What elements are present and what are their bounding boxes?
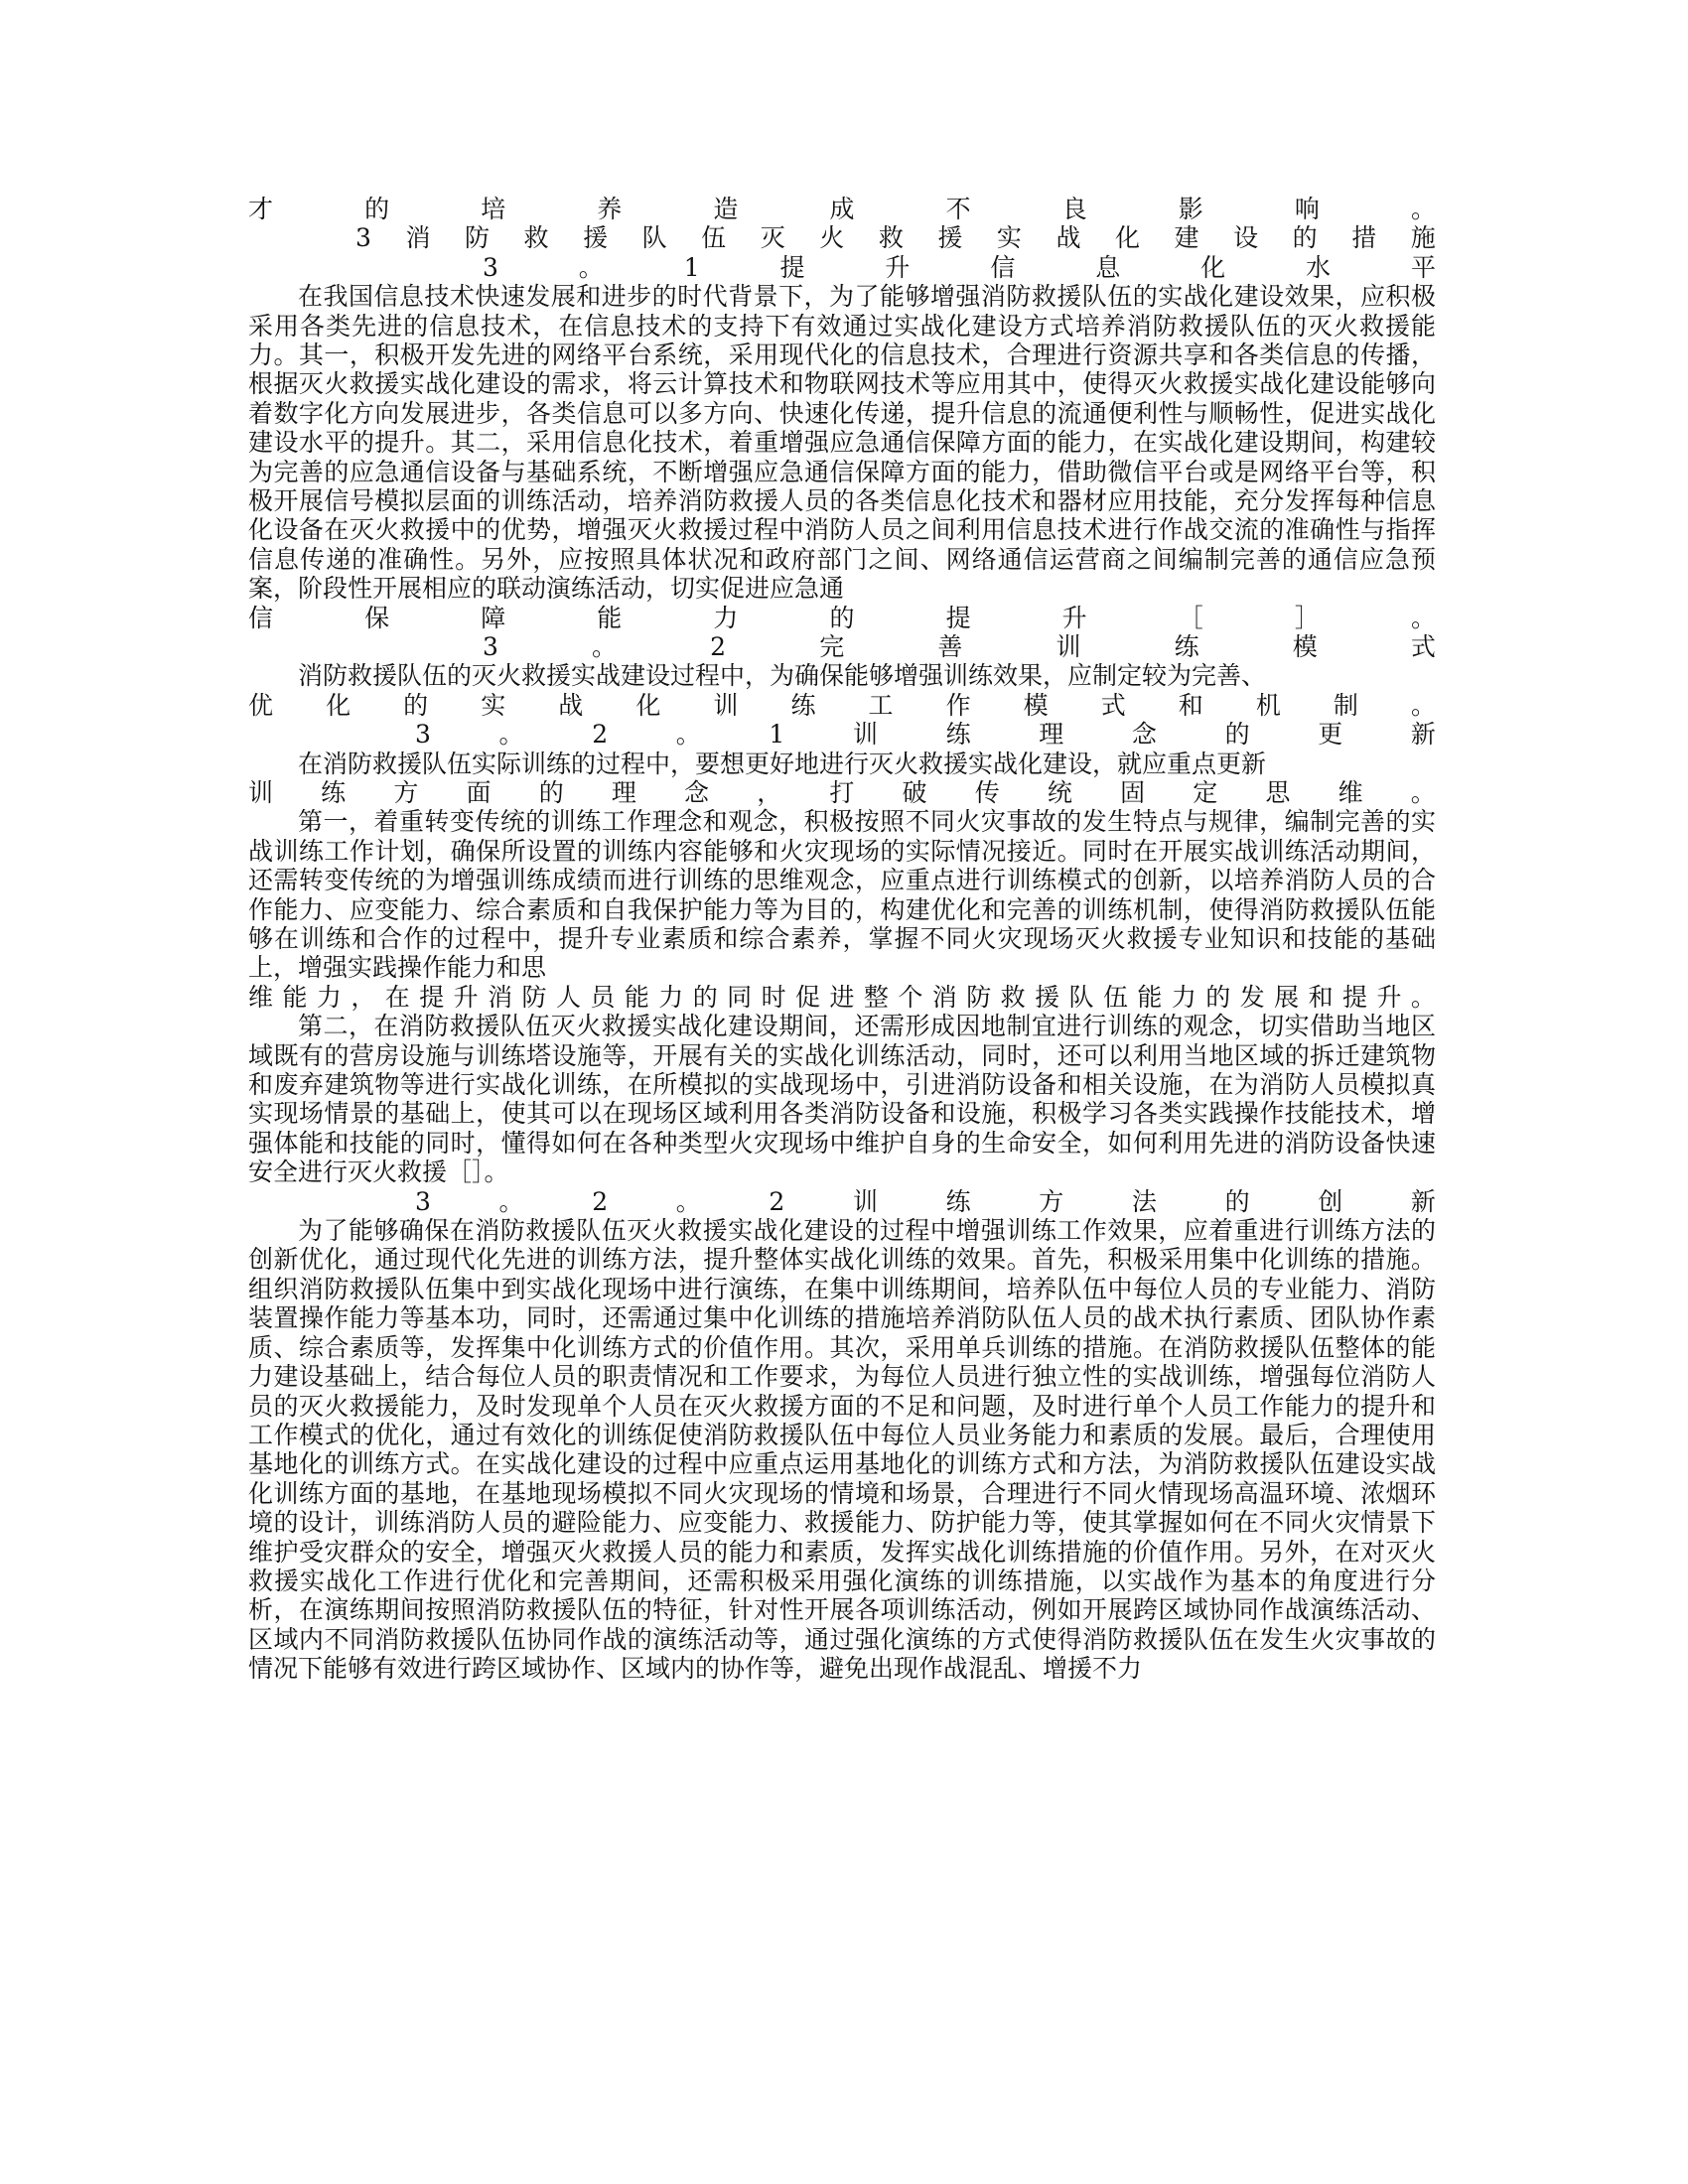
subsection-heading: 3 。 1 提 升 信 息 化 水 平 [483,252,1436,282]
paragraph-tail: 训 练 方 面 的 理 念 ， 打 破 传 统 固 定 思 维 。 [248,778,1436,808]
paragraph: 第一，着重转变传统的训练工作理念和观念，积极按照不同火灾事故的发生特点与规律，编制完善的实战训练工作计划，确保所设置的训练内容能够和火灾现场的实际情况接近。同时在开展实战训练活动期间，还需转变传统的为增强训练成绩而进行训练的思维观念，应重点进行训练模式的创新，以培养消防人员的合作能力、应变能力、综合素质和自我保护能力等为目的，构建优化和完善的训练机制，使得消防救援队伍能够在训练和合作的过程中，提升专业素质和综合素养，掌握不同火灾现场灭火救援专业知识和技能的基础上，增强实践操作能力和思 [248,807,1436,983]
paragraph: 第二，在消防救援队伍灭火救援实战化建设期间，还需形成因地制宜进行训练的观念，切实借助当地区域既有的营房设施与训练塔设施等，开展有关的实战化训练活动，同时，还可以利用当地区域的拆迁建筑物和废弃建筑物等进行实战化训练，在所模拟的实战现场中，引进消防设备和相关设施，在为消防人员模拟真实现场情景的基础上，使其可以在现场区域利用各类消防设备和设施，积极学习各类实践操作技能技术，增强体能和技能的同时，懂得如何在各种类型火灾现场中维护自身的生命安全，如何利用先进的消防设备快速安全进行灭火救援［］。 [248,1012,1436,1187]
paragraph: 在消防救援队伍实际训练的过程中，要想更好地进行灭火救援实战化建设，就应重点更新 [298,749,1267,778]
subsubsection-heading: 3 。 2 。 1 训 练 理 念 的 更 新 [415,720,1436,750]
paragraph-tail: 才 的 培 养 造 成 不 良 影 响 。 [248,195,1436,223]
paragraph: 为了能够确保在消防救援队伍灭火救援实战化建设的过程中增强训练工作效果，应着重进行训练方法的创新优化，通过现代化先进的训练方法，提升整体实战化训练的效果。首先，积极采用集中化训练的措施。组织消防救援队伍集中到实战化现场中进行演练，在集中训练期间，培养队伍中每位人员的专业能力、消防装置操作能力等基本功，同时，还需通过集中化训练的措施培养消防队伍人员的战术执行素质、团队协作素质、综合素质等，发挥集中化训练方式的价值作用。其次，采用单兵训练的措施。在消防救援队伍整体的能力建设基础上，结合每位人员的职责情况和工作要求，为每位人员进行独立性的实战训练，增强每位消防人员的灭火救援能力，及时发现单个人员在灭火救援方面的不足和问题，及时进行单个人员工作能力的提升和工作模式的优化，通过有效化的训练促使消防救援队伍中每位人员业务能力和素质的发展。最后，合理使用基地化的训练方式。在实战化建设的过程中应重点运用基地化的训练方式和方法，为消防救援队伍建设实战化训练方面的基地，在基地现场模拟不同火灾现场的情境和场景，合理进行不同火情现场高温环境、浓烟环境的设计，训练消防人员的避险能力、应变能力、救援能力、防护能力等，使其掌握如何在不同火灾情景下维护受灾群众的安全，增强灭火救援人员的能力和素质，发挥实战化训练措施的价值作用。另外，在对灭火救援实战化工作进行优化和完善期间，还需积极采用强化演练的训练措施，以实战作为基本的角度进行分析，在演练期间按照消防救援队伍的特征，针对性开展各项训练活动，例如开展跨区域协同作战演练活动、区域内不同消防救援队伍协同作战的演练活动等，通过强化演练的方式使得消防救援队伍在发生火灾事故的情况下能够有效进行跨区域协作、区域内的协作等，避免出现作战混乱、增援不力 [248,1216,1436,1684]
section-heading: 3 消 防 救 援 队 伍 灭 火 救 援 实 战 化 建 设 的 措 施 [355,223,1436,253]
paragraph: 在我国信息技术快速发展和进步的时代背景下，为了能够增强消防救援队伍的实战化建设效果，应积极采用各类先进的信息技术，在信息技术的支持下有效通过实战化建设方式培养消防救援队伍的灭火救援能力。其一，积极开发先进的网络平台系统，采用现代化的信息技术，合理进行资源共享和各类信息的传播，根据灭火救援实战化建设的需求，将云计算技术和物联网技术等应用其中，使得灭火救援实战化建设能够向着数字化方向发展进步，各类信息可以多方向、快速化传递，提升信息的流通便利性与顺畅性，促进实战化建设水平的提升。其二，采用信息化技术，着重增强应急通信保障方面的能力，在实战化建设期间，构建较为完善的应急通信设备与基础系统，不断增强应急通信保障方面的能力，借助微信平台或是网络平台等，积极开展信号模拟层面的训练活动，培养消防救援人员的各类信息化技术和器材应用技能，充分发挥每种信息化设备在灭火救援中的优势，增强灭火救援过程中消防人员之间利用信息技术进行作战交流的准确性与指挥信息传递的准确性。另外，应按照具体状况和政府部门之间、网络通信运营商之间编制完善的通信应急预案，阶段性开展相应的联动演练活动，切实促进应急通 [248,282,1436,604]
subsubsection-heading: 3 。 2 。 2 训 练 方 法 的 创 新 [415,1186,1436,1216]
paragraph-tail: 维 能 力 ， 在 提 升 消 防 人 员 能 力 的 同 时 促 进 整 个 消 防 救 援 队 伍 能 力 的 发 展 和 提 升 。 [248,982,1436,1012]
paragraph-tail: 信 保 障 能 力 的 提 升 ［ ］ 。 [248,603,1436,632]
document-page [248,195,1436,1684]
paragraph: 消防救援队伍的灭火救援实战建设过程中，为确保能够增强训练效果，应制定较为完善、 [298,661,1267,691]
subsection-heading: 3 。 2 完 善 训 练 模 式 [483,632,1436,662]
paragraph-tail: 优 化 的 实 战 化 训 练 工 作 模 式 和 机 制 。 [248,690,1436,720]
